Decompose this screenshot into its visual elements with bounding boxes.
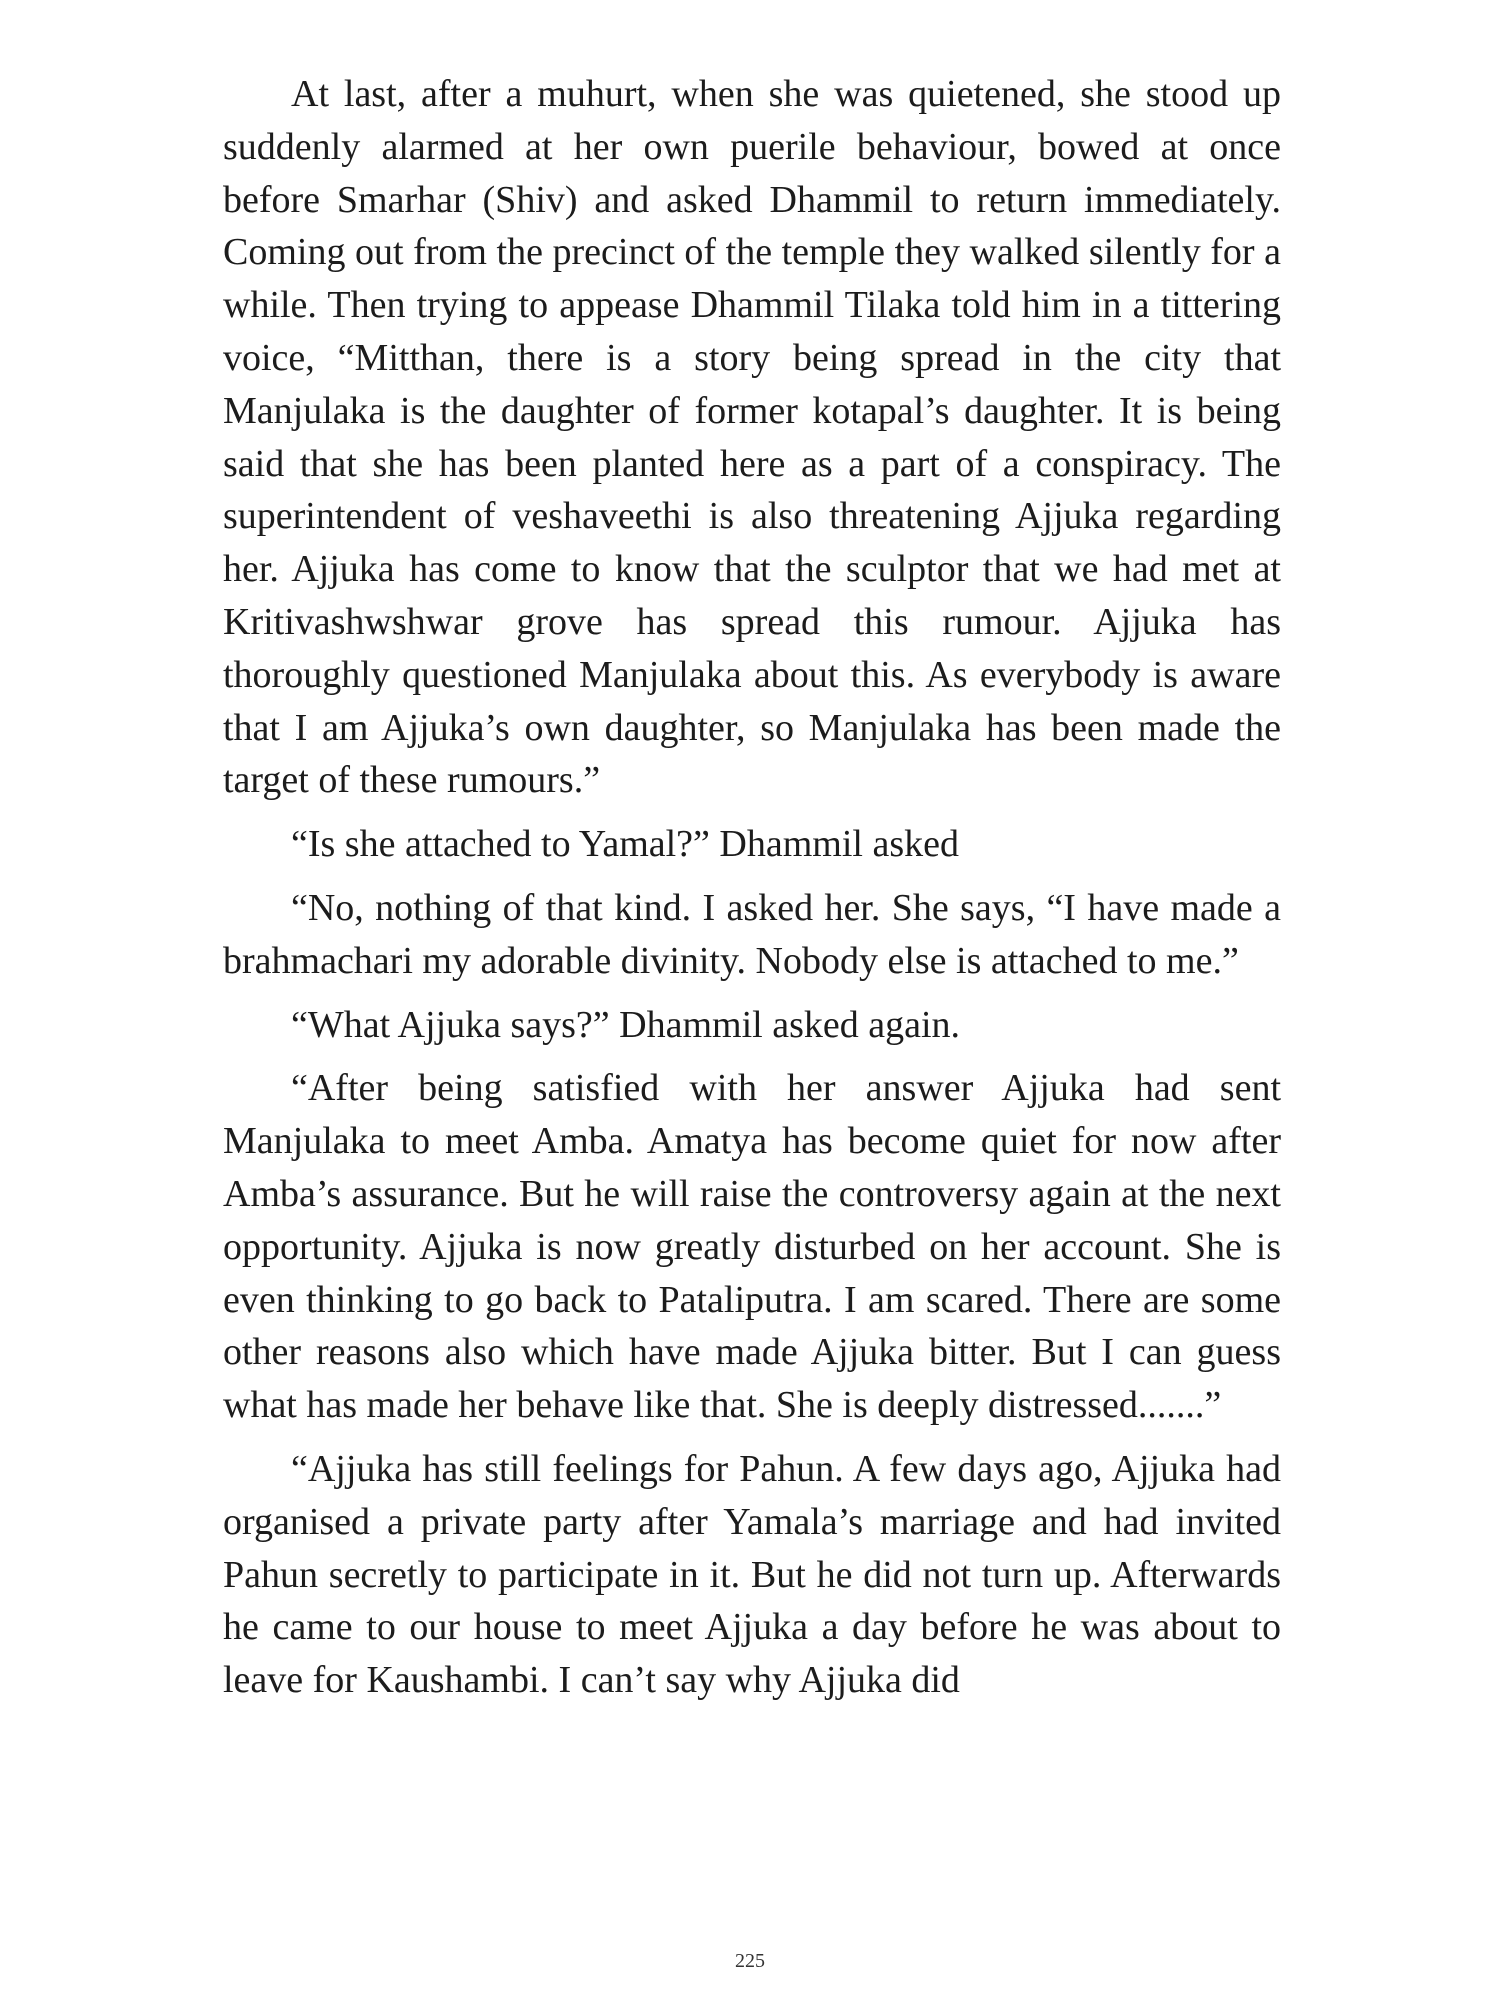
paragraph: “No, nothing of that kind. I asked her. She says, “I have made a brahmachari my adorable divinity. Nobody else is attached to me.”	[223, 886, 1281, 982]
paragraph: “Ajjuka has still feelings for Pahun. A few days ago, Ajjuka had organised a private party after Yamala’s marriage and had invited Pahun secretly to participate in it. But he did not turn up. Afterwards he came to our house to meet Ajjuka a day before he was about to leave for Kaushambi. I can’t say why Ajjuka did	[223, 1447, 1281, 1702]
paragraph: “What Ajjuka says?” Dhammil asked again.	[291, 1003, 961, 1046]
paragraph: At last, after a muhurt, when she was quietened, she stood up suddenly alarmed at her own puerile behaviour, bowed at once before Smarhar (Shiv) and asked Dhammil to return immediately. Coming out from the precinct of the temple they walked silently for a while. Then trying to appease Dhammil Tilaka told him in a tittering voice, “Mitthan, there is a story being spread in the city that Manjulaka is the daughter of former kotapal’s daughter. It is being said that she has been planted here as a part of a conspiracy. The superintendent of veshaveethi is also threatening Ajjuka regarding her. Ajjuka has come to know that the sculptor that we had met at Kritivashwshwar grove has spread this rumour. Ajjuka has thoroughly questioned Manjulaka about this. As everybody is aware that I am Ajjuka’s own daughter, so Manjulaka has been made the target of these rumours.”	[223, 73, 1281, 802]
paragraph: “After being satisfied with her answer Ajjuka had sent Manjulaka to meet Amba. Amatya has become quiet for now after Amba’s assurance. But he will raise the controversy again at the next opportunity. Ajjuka is now greatly disturbed on her account. She is even thinking to go back to Pataliputra. I am scared. There are some other reasons also which have made Ajjuka bitter. But I can guess what has made her behave like that. She is deeply distressed.......”	[223, 1067, 1281, 1427]
page-number: 225	[735, 1950, 765, 1972]
paragraph: “Is she attached to Yamal?” Dhammil asked	[291, 823, 959, 866]
body-text	[223, 68, 1281, 1707]
